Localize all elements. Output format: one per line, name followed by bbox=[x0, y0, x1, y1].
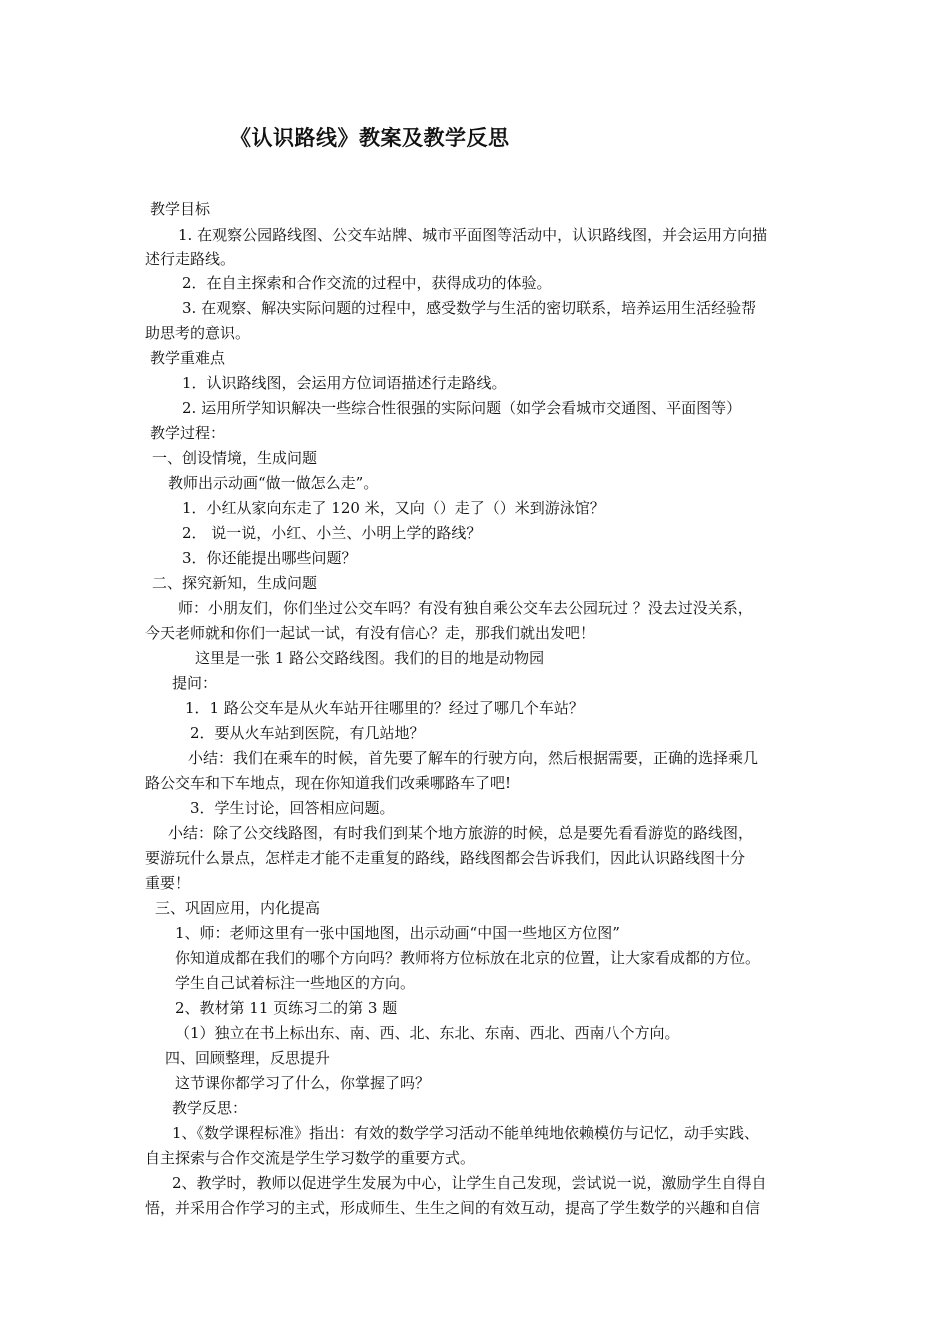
reflection-1-line-1: 1、《数学课程标准》指出：有效的数学学习活动不能单纯地依赖模仿与记忆，动手实践、 bbox=[172, 1124, 760, 1142]
section-2-question-1: 1．1 路公交车是从火车站开往哪里的？经过了哪几个车站？ bbox=[185, 699, 584, 717]
section-2-summary-line-2: 路公交车和下车地点，现在你知道我们改乘哪路车了吧! bbox=[145, 774, 512, 792]
key-point-2: 2. 运用所学知识解决一些综合性很强的实际问题（如学会看城市交通图、平面图等） bbox=[182, 399, 742, 417]
section-2-summary2-line-1: 小结：除了公交线路图，有时我们到某个地方旅游的时候，总是要先看看游览的路线图， bbox=[168, 824, 754, 842]
section-2-summary-line-1: 小结：我们在乘车的时候，首先要了解车的行驶方向，然后根据需要，正确的选择乘几 bbox=[188, 749, 759, 767]
goal-3-line-2: 助思考的意识。 bbox=[145, 324, 251, 342]
section-2-para-2: 这里是一张 1 路公交路线图。我们的目的地是动物园 bbox=[195, 649, 545, 667]
section-2-question-3: 3．学生讨论，回答相应问题。 bbox=[190, 799, 395, 817]
goal-1-line-2: 述行走路线。 bbox=[145, 250, 236, 268]
section-4-question: 这节课你都学习了什么，你掌握了吗？ bbox=[175, 1074, 431, 1092]
section-1-item-2: 2． 说一说，小红、小兰、小明上学的路线？ bbox=[182, 524, 482, 542]
reflection-heading: 教学反思： bbox=[172, 1099, 248, 1117]
section-2-heading: 二、探究新知，生成问题 bbox=[152, 574, 318, 592]
section-2-para-1-line-1: 师：小朋友们，你们坐过公交车吗？有没有独自乘公交车去公园玩过 ？没去过没关系， bbox=[178, 599, 753, 617]
reflection-2-line-2: 悟，并采用合作学习的主式，形成师生、生生之间的有效互动，提高了学生数学的兴趣和自信 bbox=[145, 1199, 761, 1217]
goal-1-line-1: 1. 在观察公园路线图、公交车站牌、城市平面图等活动中，认识路线图，并会运用方向描 bbox=[178, 226, 768, 244]
key-point-1: 1．认识路线图，会运用方位词语描述行走路线。 bbox=[182, 374, 507, 392]
heading-teaching-goals: 教学目标 bbox=[150, 200, 211, 218]
section-1-heading: 一、创设情境，生成问题 bbox=[152, 449, 318, 467]
section-2-question-2: 2．要从火车站到医院，有几站地？ bbox=[190, 724, 425, 742]
reflection-2-line-1: 2、教学时，教师以促进学生发展为中心，让学生自己发现，尝试说一说，激励学生自得自 bbox=[172, 1174, 767, 1192]
goal-3-line-1: 3. 在观察、解决实际问题的过程中，感受数学与生活的密切联系，培养运用生活经验帮 bbox=[182, 299, 757, 317]
section-2-summary2-line-3: 重要！ bbox=[145, 874, 191, 892]
section-4-heading: 四、回顾整理，反思提升 bbox=[165, 1049, 331, 1067]
section-3-item-1: 1、师：老师这里有一张中国地图，出示动画“中国一些地区方位图” bbox=[175, 924, 620, 942]
document-title: 《认识路线》教案及教学反思 bbox=[230, 125, 510, 150]
section-1-item-1: 1．小红从家向东走了 120 米，又向（）走了（）米到游泳馆？ bbox=[182, 499, 605, 517]
goal-2: 2．在自主探索和合作交流的过程中，获得成功的体验。 bbox=[182, 274, 552, 292]
section-2-question-label: 提问： bbox=[172, 674, 218, 692]
section-3-item-1-detail: 你知道成都在我们的哪个方向吗？教师将方位标放在北京的位置，让大家看成都的方位。 bbox=[175, 949, 761, 967]
section-2-para-1-line-2: 今天老师就和你们一起试一试，有没有信心？走，那我们就出发吧！ bbox=[145, 624, 596, 642]
section-3-item-2: 2、教材第 11 页练习二的第 3 题 bbox=[175, 999, 398, 1017]
section-2-summary2-line-2: 要游玩什么景点，怎样走才能不走重复的路线，路线图都会告诉我们，因此认识路线图十分 bbox=[145, 849, 746, 867]
heading-key-points: 教学重难点 bbox=[150, 349, 226, 367]
reflection-1-line-2: 自主探索与合作交流是学生学习数学的重要方式。 bbox=[145, 1149, 476, 1167]
section-1-item-3: 3．你还能提出哪些问题？ bbox=[182, 549, 357, 567]
section-3-item-2-task: （1）独立在书上标出东、南、西、北、东北、东南、西北、西南八个方向。 bbox=[175, 1024, 680, 1042]
section-3-heading: 三、巩固应用，内化提高 bbox=[155, 899, 321, 917]
section-3-item-1-activity: 学生自己试着标注一些地区的方向。 bbox=[175, 974, 416, 992]
heading-teaching-process: 教学过程： bbox=[150, 424, 226, 442]
section-1-intro: 教师出示动画“做一做怎么走”。 bbox=[168, 474, 379, 492]
